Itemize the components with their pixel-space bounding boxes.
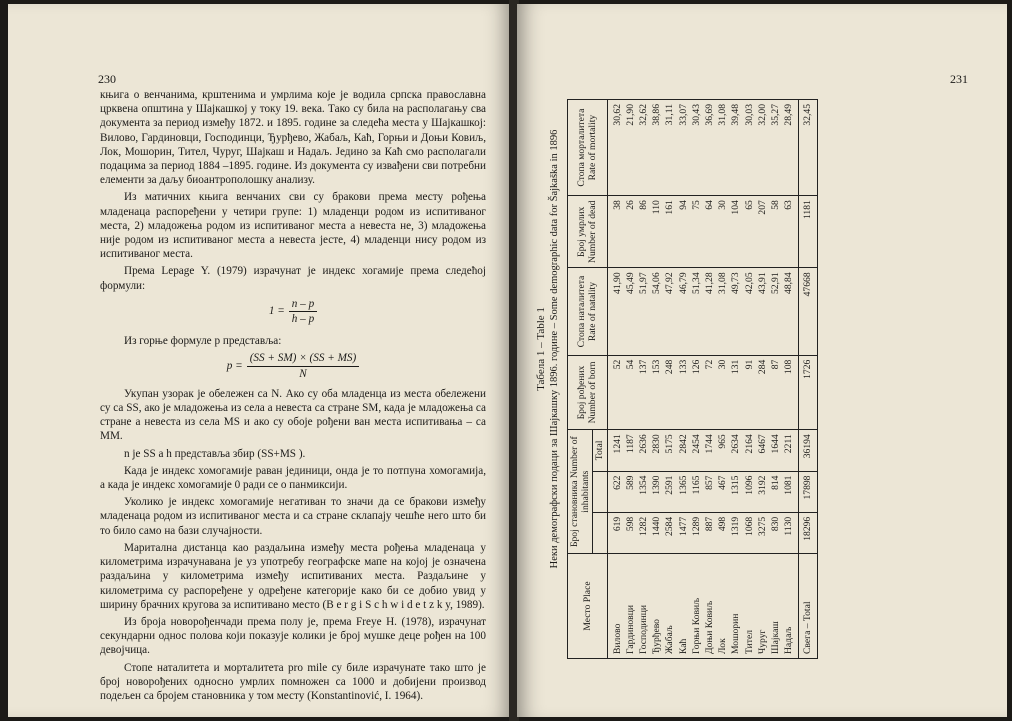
cell-mort: 31,11: [663, 100, 676, 196]
cell-dead: 207: [756, 196, 769, 268]
cell-nat: 49,73: [729, 268, 742, 355]
cell-a: 1130: [782, 512, 799, 553]
body-text: [100, 88, 486, 706]
cell-b: 814: [769, 471, 782, 512]
cell-place: Тител: [743, 554, 756, 659]
cell-a: 887: [703, 512, 716, 553]
footer-natality: 47668: [799, 268, 817, 355]
cell-a: 2584: [663, 512, 676, 553]
cell-b: 589: [624, 471, 637, 512]
cell-dead: 63: [782, 196, 799, 268]
cell-a: 598: [624, 512, 637, 553]
cell-place: Господинци: [637, 554, 650, 659]
table-row: [729, 100, 742, 659]
cell-b: 1081: [782, 471, 799, 512]
cell-b: 3192: [756, 471, 769, 512]
cell-nat: 41,90: [607, 268, 624, 355]
cell-dead: 75: [690, 196, 703, 268]
cell-nat: 31,08: [716, 268, 729, 355]
footer-dead: 1181: [799, 196, 817, 268]
table-caption: [535, 39, 561, 659]
table-row: [607, 100, 624, 659]
cell-dead: 65: [743, 196, 756, 268]
header-place: Место Place: [568, 554, 608, 659]
formula1-denominator: h – p: [291, 313, 315, 326]
cell-dead: 110: [650, 196, 663, 268]
cell-mort: 30,43: [690, 100, 703, 196]
cell-dead: 64: [703, 196, 716, 268]
cell-a: 1319: [729, 512, 742, 553]
cell-mort: 36,69: [703, 100, 716, 196]
header-dead: Број умрлих Number of dead: [568, 196, 608, 268]
cell-place: Шајкаш: [769, 554, 782, 659]
cell-place: Жабаљ: [663, 554, 676, 659]
paragraph-6: n је SS а h представља збир (SS+MS ).: [124, 447, 306, 460]
cell-a: 619: [607, 512, 624, 553]
formula2-numerator: (SS + SM) × (SS + MS): [247, 351, 360, 366]
cell-a: 830: [769, 512, 782, 553]
cell-place: Ђурђево: [650, 554, 663, 659]
cell-b: 622: [607, 471, 624, 512]
table-row: [690, 100, 703, 659]
table-row: [650, 100, 663, 659]
table-row: [703, 100, 716, 659]
cell-born: 133: [677, 355, 690, 430]
cell-place: Гардиновци: [624, 554, 637, 659]
cell-born: 52: [607, 355, 624, 430]
cell-total: 1744: [703, 430, 716, 471]
cell-mort: 35,27: [769, 100, 782, 196]
cell-nat: 45,49: [624, 268, 637, 355]
cell-place: Вилово: [607, 554, 624, 659]
cell-nat: 43,91: [756, 268, 769, 355]
cell-total: 2842: [677, 430, 690, 471]
formula1-numerator: n – p: [289, 297, 317, 312]
cell-mort: 32,00: [756, 100, 769, 196]
footer-place: Свега – Total: [799, 554, 817, 659]
cell-born: 126: [690, 355, 703, 430]
cell-place: Мошорин: [729, 554, 742, 659]
formula2-denominator: N: [299, 367, 307, 380]
paragraph-2: Из матичних књига венчаних сви су бракови према месту рођења младенаца распоређени у четири групе: 1) младенци родом из испитиваног места, 2) младожења родом из испитиваног места а невеста не, 3) младожења није родом из испитиваног места а невеста јесте, 4) младенци нису родом из испитиваног места.: [100, 191, 486, 261]
cell-total: 1187: [624, 430, 637, 471]
table-row: [769, 100, 782, 659]
cell-mort: 28,49: [782, 100, 799, 196]
p-formula: [100, 351, 486, 380]
cell-mort: 39,48: [729, 100, 742, 196]
homogamy-formula: [100, 297, 486, 326]
left-page: [8, 4, 511, 717]
cell-place: Лок: [716, 554, 729, 659]
cell-total: 1241: [607, 430, 624, 471]
cell-total: 6467: [756, 430, 769, 471]
paragraph-8: Уколико је индекс хомогамије негативан то значи да се бракови између младенаца родом из испитиваног места и са стране склапају чешће него што би то било само на бази случајности.: [100, 496, 486, 537]
cell-b: 1365: [677, 471, 690, 512]
paragraph-3: Према Lepage Y. (1979) израчунат је индекс хогамије према следећој формули:: [100, 265, 486, 292]
rotated-table-block: [535, 39, 955, 659]
paragraph-9: Маритална дистанца као раздаљина између места рођења младенаца у километрима израчунавана је уз употребу географске мапе на којој је означена раздаљина у километрима између испитиваних места. Раздаљине у километрима су распоређене у одређене категорије како би се добио увид у ширину брачних кругова за испитивано место (B e r g i S c h w i d e t z k y, 1989).: [100, 541, 486, 611]
footer-total: 36194: [799, 430, 817, 471]
cell-nat: 52,91: [769, 268, 782, 355]
header-total: Total: [593, 430, 607, 471]
paragraph-7: Када је индекс хомогамије раван јединици, онда је то потпуна хомогамија, а када је индекс хомогамије 0 ради се о панмиксији.: [100, 464, 486, 492]
cell-nat: 48,84: [782, 268, 799, 355]
table-row: [663, 100, 676, 659]
cell-dead: 104: [729, 196, 742, 268]
cell-b: 1165: [690, 471, 703, 512]
header-inhab-b: [593, 471, 607, 512]
cell-dead: 94: [677, 196, 690, 268]
cell-a: 498: [716, 512, 729, 553]
header-born: Број рођених Number of born: [568, 355, 608, 430]
header-inhabitants: Број становника Number of inhabitants: [568, 430, 593, 554]
cell-dead: 86: [637, 196, 650, 268]
cell-nat: 51,34: [690, 268, 703, 355]
cell-total: 5175: [663, 430, 676, 471]
cell-mort: 33,07: [677, 100, 690, 196]
cell-nat: 54,06: [650, 268, 663, 355]
cell-b: 1354: [637, 471, 650, 512]
cell-nat: 41,28: [703, 268, 716, 355]
cell-total: 965: [716, 430, 729, 471]
table-caption-subtitle: Неки демографски подаци за Шајкашку 1896. године – Some demographic data for Šajkaška in 1896: [549, 129, 560, 569]
cell-born: 54: [624, 355, 637, 430]
header-inhab-a: [593, 512, 607, 553]
cell-born: 248: [663, 355, 676, 430]
table-row: [677, 100, 690, 659]
paragraph-4: Из горње формуле p представља:: [124, 335, 282, 348]
cell-b: 2591: [663, 471, 676, 512]
table-row: [743, 100, 756, 659]
paragraph-11: Стопе наталитета и морталитета pro mile су биле израчунате тако што је број новорођених односно умрлих помножен са 1000 и добијени производ подељен са бројем становника у том месту (Konstantinović, I. 1964).: [100, 661, 486, 702]
formula2-fraction: [247, 351, 360, 380]
cell-total: 2830: [650, 430, 663, 471]
cell-total: 2164: [743, 430, 756, 471]
footer-a: 18296: [799, 512, 817, 553]
page-number-left: 230: [98, 72, 116, 86]
cell-born: 284: [756, 355, 769, 430]
cell-total: 2636: [637, 430, 650, 471]
cell-born: 72: [703, 355, 716, 430]
cell-mort: 38,86: [650, 100, 663, 196]
cell-a: 3275: [756, 512, 769, 553]
footer-born: 1726: [799, 355, 817, 430]
cell-mort: 30,62: [607, 100, 624, 196]
demographic-table: [567, 99, 818, 659]
cell-dead: 58: [769, 196, 782, 268]
header-natality: Стопа наталитета Rate of natality: [568, 268, 608, 355]
cell-a: 1440: [650, 512, 663, 553]
cell-place: Чуруг: [756, 554, 769, 659]
table-row: [637, 100, 650, 659]
cell-nat: 42,05: [743, 268, 756, 355]
table-row: [756, 100, 769, 659]
formula1-fraction: [289, 297, 317, 326]
header-mortality: Стопа морталитета Rate of mortality: [568, 100, 608, 196]
cell-born: 153: [650, 355, 663, 430]
cell-mort: 32,62: [637, 100, 650, 196]
cell-a: 1477: [677, 512, 690, 553]
right-page: [517, 4, 1007, 717]
cell-born: 87: [769, 355, 782, 430]
cell-mort: 30,03: [743, 100, 756, 196]
cell-dead: 30: [716, 196, 729, 268]
formula1-lhs: 1 =: [268, 305, 285, 318]
paragraph-5: Укупан узорак је обележен са N. Ако су оба младенца из места обележени су са SS, ако је младожења из села а невеста са стране SM, када је младожења са стране а невеста из села MS и ако су обоје рођени ван места испитивања – са MM.: [100, 387, 486, 443]
cell-nat: 47,92: [663, 268, 676, 355]
cell-mort: 21,90: [624, 100, 637, 196]
cell-born: 131: [729, 355, 742, 430]
table-row: [716, 100, 729, 659]
table-body: [607, 100, 799, 659]
table-row: [782, 100, 799, 659]
cell-place: Надаљ: [782, 554, 799, 659]
cell-total: 2634: [729, 430, 742, 471]
table-caption-title: Табела 1 – Table 1: [535, 307, 547, 391]
paragraph-10: Из броја новорођенчади према полу је, према Freye H. (1978), израчунат секундарни однос полова који показује колики је број мушке деце рођен на 100 девојчица.: [100, 615, 486, 657]
formula2-lhs: p =: [226, 360, 243, 373]
cell-b: 1315: [729, 471, 742, 512]
cell-born: 108: [782, 355, 799, 430]
cell-b: 857: [703, 471, 716, 512]
cell-a: 1282: [637, 512, 650, 553]
cell-place: Доњи Ковиљ: [703, 554, 716, 659]
footer-b: 17898: [799, 471, 817, 512]
cell-total: 2211: [782, 430, 799, 471]
cell-b: 1390: [650, 471, 663, 512]
footer-mortality: 32,45: [799, 100, 817, 196]
cell-nat: 46,79: [677, 268, 690, 355]
cell-dead: 161: [663, 196, 676, 268]
cell-nat: 51,97: [637, 268, 650, 355]
cell-place: Горњи Ковиљ: [690, 554, 703, 659]
cell-total: 2454: [690, 430, 703, 471]
page-number-right: 231: [950, 72, 968, 86]
paragraph-1: књига о венчанима, крштенима и умрлима које је водила српска православна црквена општина у Шајкашкој у току 19. века. Тако су била на располагању сва документа за период између 1872. и 1895. године за следећа места у Шајкашкој: Вилово, Гардиновци, Господинци, Ђурђево, Жабаљ, Каћ, Горњи и Доњи Ковиљ, Лок, Мошорин, Тител, Чуруг, Шајкаш и Надаљ. Једино за Каћ смо располагали подацима за период 1884 –1895. године. Из документа су извађени сви потребни елементи за даљу биоантрополошку анализу.: [100, 89, 486, 187]
cell-total: 1644: [769, 430, 782, 471]
cell-born: 91: [743, 355, 756, 430]
table-footer-row: [799, 100, 817, 659]
cell-dead: 26: [624, 196, 637, 268]
cell-a: 1068: [743, 512, 756, 553]
table-row: [624, 100, 637, 659]
cell-place: Каћ: [677, 554, 690, 659]
cell-b: 467: [716, 471, 729, 512]
cell-b: 1096: [743, 471, 756, 512]
cell-a: 1289: [690, 512, 703, 553]
cell-dead: 38: [607, 196, 624, 268]
cell-born: 30: [716, 355, 729, 430]
cell-mort: 31,08: [716, 100, 729, 196]
cell-born: 137: [637, 355, 650, 430]
